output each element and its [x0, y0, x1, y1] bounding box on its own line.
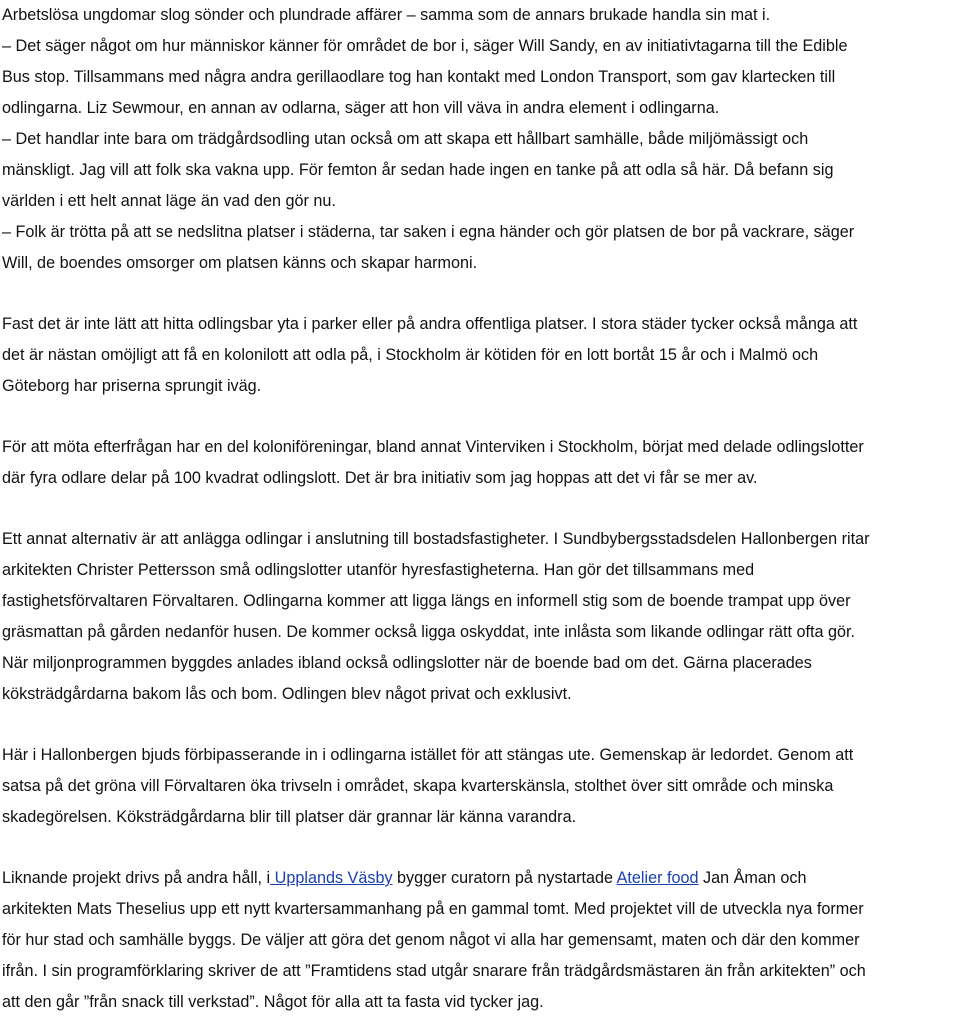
text-line: arkitekten Mats Theselius upp ett nytt kvartersammanhang på en gammal tomt. Med projektet vill de utveckla nya former — [2, 900, 864, 918]
paragraph-gap — [2, 710, 950, 740]
text-span: Liknande projekt drivs på andra håll, i — [2, 869, 271, 887]
text-line: Göteborg har priserna sprungit iväg. — [2, 377, 262, 395]
text-span: bygger curatorn på nystartade — [392, 869, 617, 887]
text-line: skadegörelsen. Köksträdgårdarna blir till platser där grannar lär känna varandra. — [2, 808, 577, 826]
text-line: Bus stop. Tillsammans med några andra gerillaodlare tog han kontakt med London Transport, som gav klartecken till — [2, 68, 836, 86]
text-line: ifrån. I sin programförklaring skriver de att ”Framtidens stad utgår snarare från trädgårdsmästaren än från arkitekten” och — [2, 962, 866, 980]
text-line: För att möta efterfrågan har en del koloniföreningar, bland annat Vinterviken i Stockholm, börjat med delade odlingslotter — [2, 438, 864, 456]
text-line: Will, de boendes omsorger om platsen känns och skapar harmoni. — [2, 254, 478, 272]
text-line: det är nästan omöjligt att få en kolonilott att odla på, i Stockholm är kötiden för en lott bortåt 15 år och i Malmö och — [2, 346, 819, 364]
paragraph-shared-lots — [2, 432, 950, 494]
paragraph-hallonbergen — [2, 740, 950, 833]
paragraph-gap — [2, 833, 950, 863]
paragraph-gap — [2, 279, 950, 309]
link-atelier-food[interactable]: Atelier food — [616, 869, 699, 887]
text-line: När miljonprogrammen byggdes anlades ibland också odlingslotter när de boende bad om det. Gärna placerades — [2, 654, 812, 672]
paragraph-quotes — [2, 0, 950, 279]
text-line — [2, 863, 950, 894]
text-line: – Folk är trötta på att se nedslitna platser i städerna, tar saken i egna händer och gör platsen de bor på vackrare, säger — [2, 223, 855, 241]
paragraph-housing-gardens — [2, 524, 950, 710]
text-line: arkitekten Christer Pettersson små odlingslotter utanför hyresfastigheterna. Han gör det tillsammans med — [2, 561, 755, 579]
text-line: där fyra odlare delar på 100 kvadrat odlingslott. Det är bra initiativ som jag hoppas att det vi får se mer av. — [2, 469, 758, 487]
text-line: att den går ”från snack till verkstad”. Något för alla att ta fasta vid tycker jag. — [2, 993, 544, 1011]
text-line: odlingarna. Liz Sewmour, en annan av odlarna, säger att hon vill väva in andra element i odlingarna. — [2, 99, 720, 117]
text-line: Arbetslösa ungdomar slog sönder och plundrade affärer – samma som de annars brukade handla sin mat i. — [2, 6, 771, 24]
text-line: världen i ett helt annat läge än vad den gör nu. — [2, 192, 336, 210]
text-line: Här i Hallonbergen bjuds förbipasserande in i odlingarna istället för att stängas ute. Gemenskap är ledordet. Genom att — [2, 746, 854, 764]
link-upplands-vasby[interactable]: Upplands Väsby — [270, 869, 393, 887]
text-span: Jan Åman och — [698, 869, 807, 887]
text-line: Fast det är inte lätt att hitta odlingsbar yta i parker eller på andra offentliga platser. I stora städer tycker också många att — [2, 315, 858, 333]
text-line: Ett annat alternativ är att anlägga odlingar i anslutning till bostadsfastigheter. I Sundbybergsstadsdelen Hallonbergen ritar — [2, 530, 870, 548]
paragraph-gap — [2, 494, 950, 524]
text-line: – Det handlar inte bara om trädgårdsodling utan också om att skapa ett hållbart samhälle, både miljömässigt och — [2, 130, 809, 148]
text-line: köksträdgårdarna bakom lås och bom. Odlingen blev något privat och exklusivt. — [2, 685, 572, 703]
text-line: gräsmattan på gården nedanför husen. De kommer också ligga oskyddat, inte inlåsta som likande odlingar rätt ofta gör. — [2, 623, 856, 641]
paragraph-similar-projects — [2, 863, 950, 1018]
text-line: fastighetsförvaltaren Förvaltaren. Odlingarna kommer att ligga längs en informell stig som de boende trampat upp över — [2, 592, 851, 610]
paragraph-gap — [2, 402, 950, 432]
text-line: – Det säger något om hur människor känner för området de bor i, säger Will Sandy, en av initiativtagarna till the Edible — [2, 37, 848, 55]
text-line: satsa på det gröna vill Förvaltaren öka trivseln i området, skapa kvarterskänsla, stolthet över sitt område och minska — [2, 777, 834, 795]
text-line: mänskligt. Jag vill att folk ska vakna upp. För femton år sedan hade ingen en tanke på att odla så här. Då befann sig — [2, 161, 834, 179]
paragraph-space-scarcity — [2, 309, 950, 402]
text-line: för hur stad och samhälle byggs. De väljer att göra det genom något vi alla har gemensamt, maten och där den kommer — [2, 931, 860, 949]
